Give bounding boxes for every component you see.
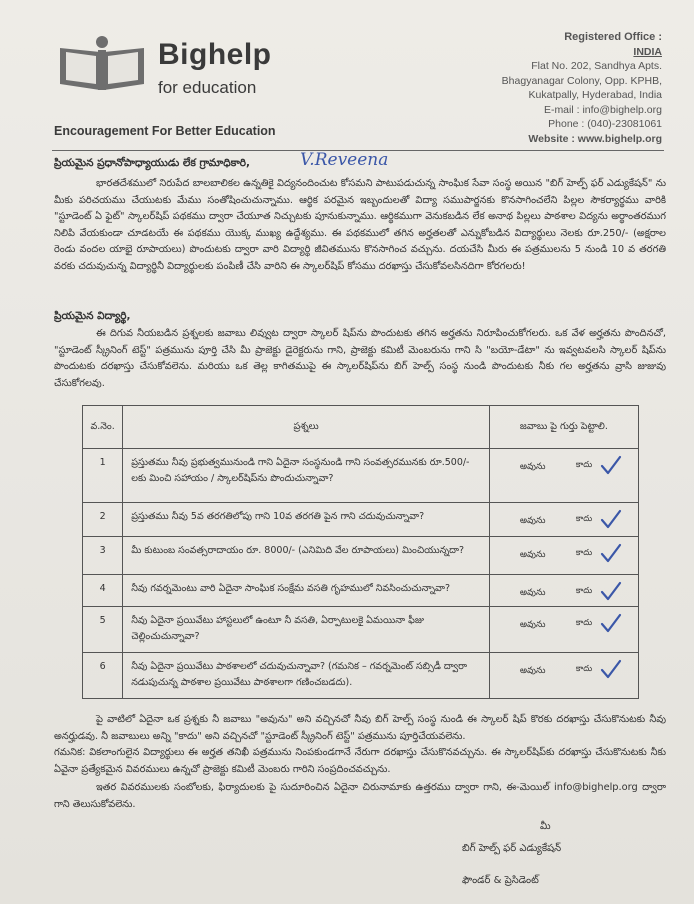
row-number-text: 5 [99,615,106,626]
table-row [83,449,639,503]
answer-yes[interactable]: అవును [519,666,546,676]
answer-yes[interactable]: అవును [519,620,546,630]
row-question: మీ కుటుంబ సంవత్సరాదాయం రూ. 8000/- (ఎనిమిది వేల రూపాయలు) మించియున్నదా? [123,537,490,575]
intro-paragraph [54,176,666,275]
table-row [83,537,639,575]
answer-no[interactable]: కాదు [575,664,593,674]
registered-office [502,30,662,146]
office-label: Registered Office : [564,31,662,43]
row-answer[interactable] [489,503,638,537]
checkmark-icon [600,455,622,475]
answer-no[interactable]: కాదు [575,618,593,628]
row-answer[interactable] [489,607,638,653]
checkmark-icon [600,509,622,529]
contact-text: ఇతర వివరములకు సంబోలకు, ఫిర్యాదులకు పై సుదూరించిన ఏదైనా చిరునామాకు ఉత్తరము ద్వారా గాని, ఈ-మెయిల్ info@bighelp.org ద్వారా గాని తెలుసుకోవలెను. [54,782,666,810]
row-number [83,653,123,699]
row-number [83,503,123,537]
table-row [83,503,639,537]
checkmark-icon [600,613,622,633]
contact-paragraph [54,780,666,813]
brand-name: Bighelp [158,38,272,71]
answer-no[interactable]: కాదు [575,460,593,470]
row-number [83,575,123,607]
office-email: E-mail : info@bighelp.org [543,103,662,116]
answer-yes[interactable]: అవును [519,462,546,472]
closing-title: ఫౌండర్ & ప్రెసిడెంట్ [462,875,539,886]
result-text: పై వాటిలో ఏదైనా ఒక ప్రశ్నకు నీ జవాబు "అవును" అని వచ్చినచో నీవు బిగ్ హెల్ప్ సంస్థ నుండి ఈ స్కాలర్ షిప్ కొరకు దరఖాస్తు చేసుకొనుటకు నీవు అనర్హుడవు. నీ జవాబులు అన్ని "కాదు" అని వచ్చినచో "స్టూడెంట్ స్క్రీనింగ్ టెస్ట్" పత్రమును పూర్తిచేయవలెను. [54,714,666,742]
brand-subtitle: for education [158,78,257,97]
row-question: ప్రస్తుతము నీవు ప్రభుత్వమునుండి గాని ఏదైనా సంస్థనుండి గాని సంవత్సరమునకు రూ.500/- లకు మించి సహాయం / స్కాలర్‌షిప్‌ను పొందుచున్నావా? [123,449,490,503]
closing-yours: మీ [540,821,551,832]
eligibility-table [82,405,639,699]
office-line3: Kukatpally, Hyderabad, India [528,89,662,101]
intro-text: భారతదేశములో నిరుపేద బాలబాలికల ఉన్నతికై విద్యనందించుట కోసమని పాటుపడుచున్న సాంఘిక సేవా సంస్థ అయిన "బిగ్ హెల్ప్ ఫర్ ఎడ్యుకేషన్" ను మీకు పరిచయము చేయుటకు మేము సంతోషించుచున్నాము. ఆర్థిక పరమైన ఇబ్బందులతో విద్యా సముపార్జనకు కొనసాగించలేని పిల్లల సౌకర్యార్థము వారికి "స్టూడెంట్ ఏ ఫైట్" స్కాలర్‌షిప్ పథకము ద్వారా చేయూత నిచ్చుటకు పూనుకున్నాము. ఆర్థికముగా వెనుకబడిన లేక అనాథ పిల్లలు పాఠశాల విద్యను అర్థాంతరముగ నిలిపి వేయకుండా చూడటయే ఈ పథకము యొక్క ముఖ్య ఉద్దేశ్యము. ఈ పథకములో తగిన అర్హతలతో ఎన్నుకోబడిన విద్యార్థులు నెలకు రూ.250/- (అక్షరాల రెండు వందల యాభై రూపాయలు) పొందుటకు ద్వారా వారి విద్యార్థి జీవితమును కొనసాగించ వచ్చును. దయచేసి మీరు ఈ పత్రములను 5 నుండి 10 వ తరగతి వరకు చదువుచున్న విద్యార్థినీ విద్యార్థులకు పంపిణీ చేసి వారిని ఈ స్కాలర్‌షిప్ కోసము దరఖాస్తు చేసుకోవలసినదిగా కోరగలరు! [54,178,666,272]
row-answer[interactable] [489,653,638,699]
table-header [83,406,639,449]
open-book-logo-icon [56,34,148,96]
student-paragraph [54,326,666,392]
header-question: ప్రశ్నలు [123,406,490,449]
row-number [83,537,123,575]
row-question: నీవు ఏదైనా ప్రయివేటు పాఠశాలలో చదువుచున్నావా? (గమనిక – గవర్నమెంట్ సబ్సిడీ ద్వారా నడుపుచున్న పాఠశాల ప్రయివేటు పాఠశాలగా గణించబడదు). [123,653,490,699]
row-question: నీవు ఏదైనా ప్రయివేటు హాస్టలులో ఉంటూ నీ వసతి, ఏర్పాటులకై ఏమయినా ఫీజు చెల్లించుచున్నావా? [123,607,490,653]
student-text: ఈ దిగువ నీయబడిన ప్రశ్నలకు జవాబు లివ్వుట ద్వారా స్కాలర్ షిప్‌ను పొందుటకు తగిన అర్హతను నిరూపించుకోగలరు. ఒక వేళ అర్హతను పొందినచో, "స్టూడెంట్ స్క్రీనింగ్ టెస్ట్" పత్రమును పూర్తి చేసి మీ ప్రాజెక్టు డైరెక్టరును గాని, ప్రాజెక్టు కమిటీ మెంబరును గాని సి "బయో-డేటా" ను ఇవ్వటవలసి స్కాలర్ షిప్‌ను పొందుటకు దరఖాస్తు చేసుకోవలెను. మరియు ఒక తెల్ల కాగితముపై ఈ స్కాలర్‌షిప్‌ను బిగ్ హెల్ప్ సంస్థ నుండి పొందుటకు నీకు గల అర్హతను వ్రాసి జుజువు చేసుకోగలవు. [54,328,666,389]
answer-yes[interactable]: అవును [519,588,546,598]
row-answer[interactable] [489,537,638,575]
checkmark-icon [600,581,622,601]
checkmark-icon [600,543,622,563]
closing-org: బిగ్ హెల్ప్ ఫర్ ఎడ్యుకేషన్ [462,843,562,854]
row-answer[interactable] [489,575,638,607]
table-row [83,575,639,607]
office-line1: Flat No. 202, Sandhya Apts. [531,60,662,72]
row-number [83,449,123,503]
row-number-text: 6 [99,661,106,672]
tagline: Encouragement For Better Education [54,124,276,138]
answer-no[interactable]: కాదు [575,514,593,524]
row-question: నీవు గవర్నమెంటు వారి ఏదైనా సాంఘిక సంక్షేమ వసతి గృహములో నివసించుచున్నావా? [123,575,490,607]
office-website: Website : www.bighelp.org [528,132,662,145]
office-country: INDIA [633,45,662,58]
row-number [83,607,123,653]
office-line2: Bhagyanagar Colony, Opp. KPHB, [501,74,662,87]
table-row [83,653,639,699]
answer-yes[interactable]: అవును [519,516,546,526]
table-row [83,607,639,653]
header-answer: జవాబు పై గుర్తు పెట్టాలి. [489,406,638,449]
note-paragraph: గమనిక: వికలాంగులైన విద్యార్థులు ఈ అర్హత తనిఖీ పత్రమును నింపకుండగానే నేరుగా దరఖాస్తు చేసుకొనవచ్చును. ఈ స్కాలర్‌షిప్‌కు దరఖాస్తు చేసుకొనుటకు నీకు ఏవైనా ప్రత్యేకమైన వివరములు ఉన్నచో ప్రాజెక్టు కమిటీ మెంబరు గారిని సంప్రదించవచ్చును. [54,747,666,775]
row-question: ప్రస్తుతము నీవు 5వ తరగతిలోపు గాని 10వ తరగతి పైన గాని చదువుచున్నావా? [123,503,490,537]
student-salutation: ప్రియమైన విద్యార్థి, [54,310,131,322]
handwritten-name: V.Reveena [300,150,389,170]
row-answer[interactable] [489,449,638,503]
answer-yes[interactable]: అవును [519,550,546,560]
office-phone: Phone : (040)-23081061 [548,118,662,130]
row-number-text: 4 [99,583,106,594]
checkmark-icon [600,659,622,679]
header-serial: వ.నెం. [83,406,123,449]
answer-no[interactable]: కాదు [575,548,593,558]
salutation: ప్రియమైన ప్రధానోపాధ్యాయుడు లేక గ్రామాధికారి, [54,157,251,169]
result-paragraph [54,712,666,745]
row-number-text: 2 [99,511,106,522]
row-number-text: 3 [99,545,106,556]
row-number-text: 1 [99,457,106,468]
answer-no[interactable]: కాదు [575,586,593,596]
